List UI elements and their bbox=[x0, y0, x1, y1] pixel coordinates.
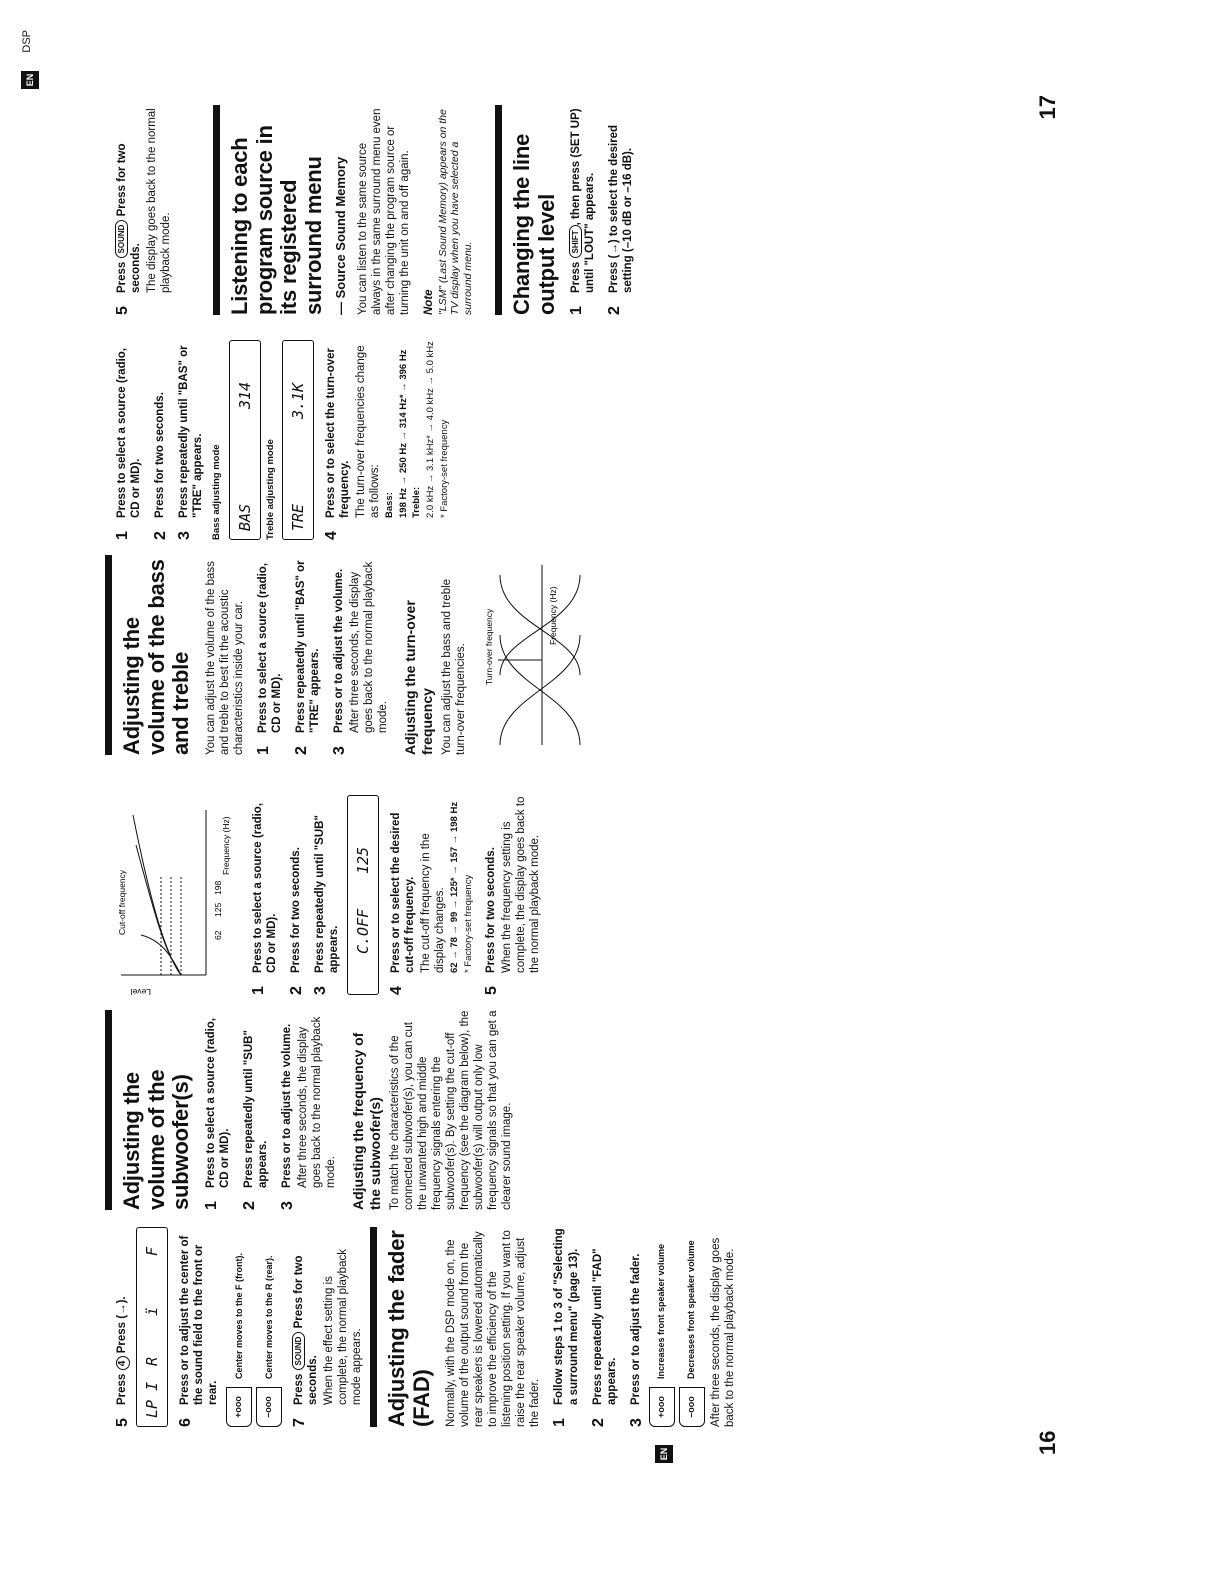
fader-caption: Increases front speaker volume bbox=[656, 1243, 667, 1379]
section-intro: You can adjust the volume of the bass and treble to best fit the acoustic characteristics inside your car. bbox=[204, 561, 245, 755]
lcd-seg: BAS bbox=[235, 503, 254, 531]
fader-dec bbox=[679, 1227, 705, 1427]
fader-front bbox=[226, 1227, 252, 1427]
step-number: 5 bbox=[483, 986, 501, 995]
to-step-1 bbox=[115, 340, 143, 540]
section-title: Adjusting the volume of the bass and treble bbox=[105, 555, 194, 755]
cutoff-label: Cut-off frequency bbox=[117, 869, 127, 935]
section-body: You can listen to the same source always in the same surround menu even after changing the program source or turning the unit on and off again. bbox=[357, 108, 412, 315]
step-text: Press to select a source (radio, CD or MD). bbox=[252, 802, 279, 973]
fader-plus-icon: +ooo bbox=[649, 1387, 675, 1427]
sound-key: SOUND bbox=[292, 1332, 305, 1371]
step-desc: After three seconds, the display goes back to the normal playback mode. bbox=[349, 561, 390, 733]
step-number: 2 bbox=[606, 306, 624, 315]
curve bbox=[500, 635, 580, 745]
lcd-seg: 314 bbox=[235, 381, 254, 409]
step-number: 3 bbox=[278, 1201, 296, 1210]
step-number: 1 bbox=[568, 306, 586, 315]
press-word: Press bbox=[116, 261, 128, 293]
subsection-body: You can adjust the bass and treble turn-over frequencies. bbox=[440, 578, 467, 755]
lang-badge: EN bbox=[655, 1445, 673, 1463]
lout-step-2 bbox=[607, 105, 635, 315]
fader-caption: Decreases front speaker volume bbox=[686, 1240, 697, 1379]
fad-step-2 bbox=[591, 1227, 619, 1427]
lcd-seg: 3.1K bbox=[289, 382, 308, 419]
step-text: Press repeatedly until "SUB" appears. bbox=[314, 815, 341, 973]
step-desc: When the frequency setting is complete, the display goes back to the normal playback mode. bbox=[501, 796, 542, 973]
step-text: Press repeatedly until "FAD" appears. bbox=[591, 1248, 618, 1405]
press-word: Press bbox=[570, 261, 583, 293]
curve bbox=[136, 845, 181, 975]
sub-step-3 bbox=[280, 1010, 338, 1210]
step-5 bbox=[115, 1227, 130, 1427]
note-label: Note bbox=[423, 289, 436, 315]
step-text: Press or to adjust the volume. bbox=[332, 568, 345, 733]
bt-step-3 bbox=[332, 555, 390, 755]
step-number: 4 bbox=[323, 531, 341, 540]
step-text: Press or to adjust the fader. bbox=[629, 1253, 642, 1405]
section-title: Listening to each program source in its registered surround menu bbox=[213, 105, 327, 315]
cutoff-diagram bbox=[111, 805, 231, 995]
page-number: 17 bbox=[1035, 95, 1060, 120]
cut-step-4 bbox=[389, 795, 474, 995]
step-number: 3 bbox=[627, 1418, 645, 1427]
cut-step-2 bbox=[288, 795, 306, 995]
step-number: 1 bbox=[254, 746, 272, 755]
factory-note: * Factory-set frequency bbox=[462, 874, 474, 973]
step-number: 2 bbox=[292, 746, 310, 755]
lcd-seg: TRE bbox=[289, 503, 308, 531]
step-text: Press repeatedly until "SUB" appears. bbox=[242, 1030, 269, 1188]
step-text: Follow steps 1 to 3 of "Selecting a surround menu" (page 13). bbox=[553, 1228, 580, 1405]
step-number: 5 bbox=[114, 1418, 131, 1427]
lcd-display bbox=[347, 795, 379, 995]
cut-step-1 bbox=[251, 795, 279, 995]
fader-caption: Center moves to the F (front). bbox=[233, 1252, 244, 1379]
note-text: "LSM" (Last Sound Memory) appears on the TV display when you have selected a surround menu. bbox=[436, 109, 475, 315]
bt-step-2 bbox=[294, 555, 322, 755]
r-step-5 bbox=[115, 105, 173, 315]
bass-sequence: 198 Hz → 250 Hz → 314 Hz* → 396 Hz bbox=[397, 349, 409, 518]
step-text: , then press (SET UP) until "LOUT" appears. bbox=[570, 108, 597, 293]
page-17 bbox=[21, 30, 1060, 755]
step-text: Press or to adjust the center of the sound field to the front or rear. bbox=[179, 1235, 220, 1405]
bass-mode-label: Bass adjusting mode bbox=[211, 444, 223, 540]
lcd-seg: C.OFF bbox=[354, 908, 373, 954]
fad-step-3 bbox=[629, 1227, 643, 1427]
step-number: 2 bbox=[589, 1418, 607, 1427]
manual-spread bbox=[21, 30, 1060, 1461]
step-desc: The turn-over frequencies change as follows: bbox=[355, 345, 382, 518]
step-number: 2 bbox=[240, 1201, 258, 1210]
tick: 62 bbox=[213, 930, 223, 940]
subsection-title: Adjusting the frequency of the subwoofer(s) bbox=[350, 1032, 383, 1210]
section-subtitle: — Source Sound Memory bbox=[332, 156, 348, 315]
step-text: Press (→). bbox=[116, 1296, 128, 1354]
step-desc: The display goes back to the normal playback mode. bbox=[146, 108, 173, 293]
bt-step-1 bbox=[256, 555, 284, 755]
left-col-3 bbox=[105, 795, 548, 995]
turnover-diagram bbox=[480, 555, 595, 755]
right-col-1 bbox=[105, 555, 605, 755]
step-text: Press to select a source (radio, CD or MD). bbox=[116, 347, 143, 518]
section-title: Adjusting the fader (FAD) bbox=[370, 1227, 434, 1427]
fader-caption: Center moves to the R (rear). bbox=[263, 1255, 274, 1379]
key-4: 4 bbox=[116, 1356, 130, 1370]
page-number: 16 bbox=[1035, 1430, 1060, 1455]
to-step-2 bbox=[152, 340, 170, 540]
subsection-title: Adjusting the turn-over frequency bbox=[402, 600, 435, 755]
step-desc: After three seconds, the display goes back to the normal playback mode. bbox=[709, 1237, 736, 1427]
lang-badge: EN bbox=[21, 71, 39, 89]
page-16 bbox=[95, 785, 1060, 1461]
treble-label: Treble: bbox=[411, 486, 423, 518]
step-number: 5 bbox=[114, 306, 131, 315]
factory-note: * Factory-set frequency bbox=[438, 419, 450, 518]
press-word: Press bbox=[293, 1373, 306, 1405]
shift-key: SHIFT bbox=[569, 225, 582, 258]
lcd-seg: R bbox=[143, 1356, 161, 1366]
step-desc: When the effect setting is complete, the normal playback mode appears. bbox=[323, 1249, 364, 1405]
to-step-4 bbox=[324, 340, 450, 540]
step-number: 2 bbox=[152, 531, 170, 540]
freq-label: Frequency (Hz) bbox=[547, 586, 558, 645]
step-text: Press or to adjust the volume. bbox=[280, 1023, 293, 1188]
subsection-body: To match the characteristics of the connected subwoofer(s), you can cut the unwanted high and middle frequency signals entering the subwoofer(s). By setting the cut-off frequency (see the diagram below), the subwoofer(s) will output only low frequency signals so that you can get a clearer sound image. bbox=[388, 1010, 513, 1210]
fader-minus-icon: –ooo bbox=[256, 1387, 282, 1427]
lcd-seg: F bbox=[143, 1246, 161, 1256]
bass-label: Bass: bbox=[384, 492, 396, 518]
to-step-3 bbox=[177, 340, 205, 540]
step-number: 3 bbox=[176, 531, 194, 540]
step-number: 4 bbox=[388, 986, 406, 995]
sound-key: SOUND bbox=[115, 220, 128, 259]
tick: 125 bbox=[213, 902, 223, 917]
step-number: 3 bbox=[312, 986, 330, 995]
sub-step-1 bbox=[204, 1010, 232, 1210]
step-number: 1 bbox=[250, 986, 268, 995]
section-title: Changing the line output level bbox=[495, 105, 559, 315]
right-col-3 bbox=[105, 105, 641, 315]
step-text: Press repeatedly until "BAS" or "TRE" appears. bbox=[178, 345, 205, 518]
fader-rear bbox=[256, 1227, 282, 1427]
lcd-bass bbox=[229, 340, 261, 540]
treble-mode-label: Treble adjusting mode bbox=[264, 439, 276, 540]
step-text: Press or to select the turn-over frequency. bbox=[325, 348, 352, 518]
cut-step-3 bbox=[313, 795, 341, 995]
step-text: Press for two seconds. bbox=[293, 1255, 320, 1405]
left-col-2 bbox=[105, 1010, 520, 1210]
step-number: 1 bbox=[114, 531, 131, 540]
step-desc: After three seconds, the display goes back to the normal playback mode. bbox=[296, 1016, 337, 1188]
step-number: 3 bbox=[330, 746, 348, 755]
lcd-seg: LP I bbox=[143, 1381, 161, 1418]
freq-sequence: 62 → 78 → 99 → 125* → 157 → 198 Hz bbox=[449, 801, 461, 973]
tick: 198 bbox=[213, 880, 223, 895]
step-desc: The cut-off frequency in the display changes. bbox=[420, 833, 447, 973]
fader-plus-icon: +ooo bbox=[226, 1387, 252, 1427]
step-number: 7 bbox=[291, 1418, 309, 1427]
lout-step-1 bbox=[569, 105, 597, 315]
cut-step-5 bbox=[484, 795, 542, 995]
freq-label: Frequency (Hz) bbox=[221, 816, 231, 875]
step-text: Press to select a source (radio, CD or MD). bbox=[256, 562, 283, 733]
lcd-treble bbox=[282, 340, 314, 540]
curve bbox=[133, 815, 181, 975]
step-text: Press for two seconds. bbox=[116, 143, 143, 293]
step-text: Press repeatedly until "BAS" or "TRE" appears. bbox=[294, 560, 321, 733]
level-label: Level bbox=[130, 987, 151, 995]
left-col-1 bbox=[105, 1227, 743, 1427]
sub-step-2 bbox=[242, 1010, 270, 1210]
fad-step-1 bbox=[552, 1227, 580, 1427]
section-title: Adjusting the volume of the subwoofer(s) bbox=[105, 1010, 194, 1210]
step-number: 6 bbox=[177, 1418, 194, 1427]
turnover-label: Turn-over frequency bbox=[483, 608, 494, 685]
step-text: Press for two seconds. bbox=[485, 847, 498, 973]
lcd-seg: ï bbox=[143, 1306, 161, 1316]
lcd-seg: 125 bbox=[354, 846, 373, 874]
press-word: Press bbox=[116, 1373, 128, 1405]
step-number: 2 bbox=[288, 986, 306, 995]
step-text: Press (→) to select the desired setting (–10 dB or –16 dB). bbox=[608, 124, 635, 293]
section-intro: Normally, with the DSP mode on, the volume of the output sound from the rear speakers is lowered automatically to improve the efficiency of the listening position setting. If you want to raise the rear speaker volume, adjust the fader. bbox=[445, 1230, 542, 1427]
step-text: Press for two seconds. bbox=[154, 392, 167, 518]
section-tag: DSP bbox=[21, 30, 33, 53]
step-7 bbox=[292, 1227, 364, 1427]
fader-inc bbox=[649, 1227, 675, 1427]
step-6 bbox=[178, 1227, 220, 1427]
step-text: Press or to select the desired cut-off frequency. bbox=[390, 812, 417, 973]
step-text: Press to select a source (radio, CD or MD). bbox=[204, 1017, 231, 1188]
step-number: 1 bbox=[202, 1201, 220, 1210]
lcd-display bbox=[136, 1227, 168, 1427]
treble-sequence: 2.0 kHz → 3.1 kHz* → 4.0 kHz → 5.0 kHz bbox=[425, 341, 437, 518]
step-text: Press for two seconds. bbox=[290, 847, 303, 973]
right-col-2 bbox=[105, 340, 456, 540]
fader-minus-icon: –ooo bbox=[679, 1387, 705, 1427]
step-number: 1 bbox=[551, 1418, 569, 1427]
